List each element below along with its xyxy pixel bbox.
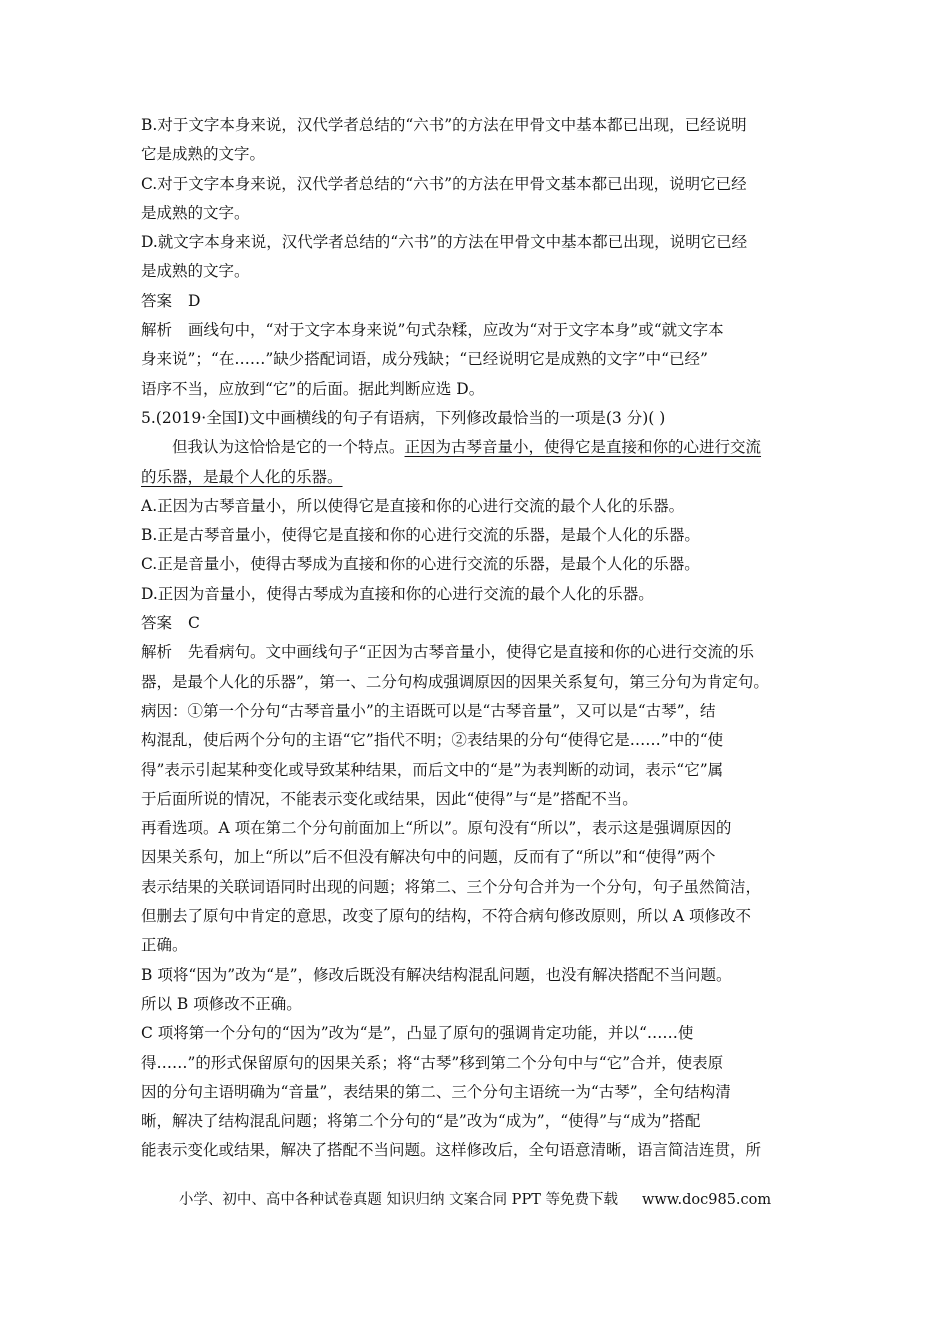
footer-url[interactable]: www.doc985.com xyxy=(641,1192,772,1208)
answer-label: 答案 xyxy=(141,291,173,310)
q5-option-a: A.正因为古琴音量小，所以使得它是直接和你的心进行交流的最个人化的乐器。 xyxy=(141,496,685,515)
analysis-5-line: 正确。 xyxy=(141,936,188,955)
analysis-4-line-2: 身来说”；“在……”缺少搭配词语，成分残缺；“已经说明它是成熟的文字”中“已经” xyxy=(141,350,708,369)
analysis-5-line: 晰，解决了结构混乱问题；将第二个分句的“是”改为“成为”，“使得”与“成为”搭配 xyxy=(141,1112,701,1131)
option-d-line-1: D.就文字本身来说，汉代学者总结的“六书”的方法在甲骨文中基本都已出现，说明它已经 xyxy=(141,233,748,252)
option-b-line-2: 它是成熟的文字。 xyxy=(141,145,266,164)
analysis-5-line: 因的分句主语明确为“音量”，表结果的第二、三个分句主语统一为“古琴”，全句结构清 xyxy=(141,1082,731,1101)
question-5-passage-line-2 xyxy=(141,463,813,492)
analysis-5-line: 器，是最个人化的乐器”，第一、二分句构成强调原因的因果关系复句，第三分句为肯定句。 xyxy=(141,672,769,691)
analysis-4-line-3: 语序不当，应放到“它”的后面。据此判断应选 D。 xyxy=(141,379,485,398)
question-5-stem: 5.(2019·全国Ⅰ)文中画横线的句子有语病，下列修改最恰当的一项是(3 分)( ) xyxy=(141,408,666,427)
passage-underlined: 正因为古琴音量小，使得它是直接和你的心进行交流 xyxy=(404,438,762,457)
analysis-5-line: 因果关系句，加上“所以”后不但没有解决句中的问题，反而有了“所以”和“使得”两个 xyxy=(141,848,716,867)
option-c-line-2: 是成熟的文字。 xyxy=(141,203,250,222)
analysis-5-line: 构混乱，使后两个分句的主语“它”指代不明；②表结果的分句“使得它是……”中的“使 xyxy=(141,731,724,750)
analysis-4-line-1 xyxy=(141,316,813,345)
question-5-passage-line-1 xyxy=(141,433,813,462)
document-body xyxy=(141,111,813,1166)
analysis-5-line: 所以 B 项修改不正确。 xyxy=(141,994,302,1013)
analysis-label: 解析 xyxy=(141,643,173,662)
answer-4-value: D xyxy=(188,291,201,310)
q5-option-d: D.正因为音量小，使得古琴成为直接和你的心进行交流的最个人化的乐器。 xyxy=(141,584,654,603)
answer-4 xyxy=(141,287,813,316)
option-b-line-1: B.对于文字本身来说，汉代学者总结的“六书”的方法在甲骨文中基本都已出现，已经说明 xyxy=(141,116,747,134)
analysis-5-line: 表示结果的关联词语同时出现的问题；将第二、三个分句合并为一个分句，句子虽然简洁， xyxy=(141,877,762,896)
q5-option-c: C.正是音量小，使得古琴成为直接和你的心进行交流的乐器，是最个人化的乐器。 xyxy=(141,555,700,574)
analysis-5-line: 病因：①第一个分句“古琴音量小”的主语既可以是“古琴音量”，又可以是“古琴”，结 xyxy=(141,701,716,720)
analysis-5-line: 得……”的形式保留原句的因果关系；将“古琴”移到第二个分句中与“它”合并，使表原 xyxy=(141,1053,724,1072)
analysis-label: 解析 xyxy=(141,321,173,340)
footer-text: 小学、初中、高中各种试卷真题 知识归纳 文案合同 PPT 等免费下载 xyxy=(178,1192,618,1208)
analysis-5-line: 于后面所说的情况，不能表示变化或结果，因此“使得”与“是”搭配不当。 xyxy=(141,789,638,808)
answer-5-value: C xyxy=(188,614,200,633)
answer-label: 答案 xyxy=(141,614,173,633)
analysis-4-text: 画线句中，“对于文字本身来说”句式杂糅，应改为“对于文字本身”或“就文字本 xyxy=(188,321,724,340)
option-d-line-2: 是成熟的文字。 xyxy=(141,262,250,281)
analysis-5-line: C 项将第一个分句的“因为”改为“是”，凸显了原句的强调肯定功能，并以“……使 xyxy=(141,1024,694,1043)
analysis-5-line: 得”表示引起某种变化或导致某种结果，而后文中的“是”为表判断的动词，表示“它”属 xyxy=(141,760,724,779)
passage-underlined-cont: 的乐器，是最个人化的乐器。 xyxy=(141,467,343,486)
analysis-5-line: 但删去了原句中肯定的意思，改变了原句的结构，不符合病句修改原则，所以 A 项修改不 xyxy=(141,907,752,926)
analysis-5-text: 先看病句。文中画线句子“正因为古琴音量小，使得它是直接和你的心进行交流的乐 xyxy=(188,643,754,662)
passage-plain: 但我认为这恰恰是它的一个特点。 xyxy=(172,438,405,457)
analysis-5-line-1 xyxy=(141,638,813,667)
analysis-5-line: B 项将“因为”改为“是”，修改后既没有解决结构混乱问题，也没有解决搭配不当问题。 xyxy=(141,965,732,984)
analysis-5-line: 再看选项。A 项在第二个分句前面加上“所以”。原句没有“所以”，表示这是强调原因的 xyxy=(141,819,732,838)
q5-option-b: B.正是古琴音量小，使得它是直接和你的心进行交流的乐器，是最个人化的乐器。 xyxy=(141,526,700,545)
answer-5 xyxy=(141,609,813,638)
page-footer xyxy=(0,1186,950,1214)
analysis-5-line: 能表示变化或结果，解决了搭配不当问题。这样修改后，全句语意清晰，语言简洁连贯，所 xyxy=(141,1141,762,1160)
option-c-line-1: C.对于文字本身来说，汉代学者总结的“六书”的方法在甲骨文基本都已出现，说明它已经 xyxy=(141,174,747,193)
